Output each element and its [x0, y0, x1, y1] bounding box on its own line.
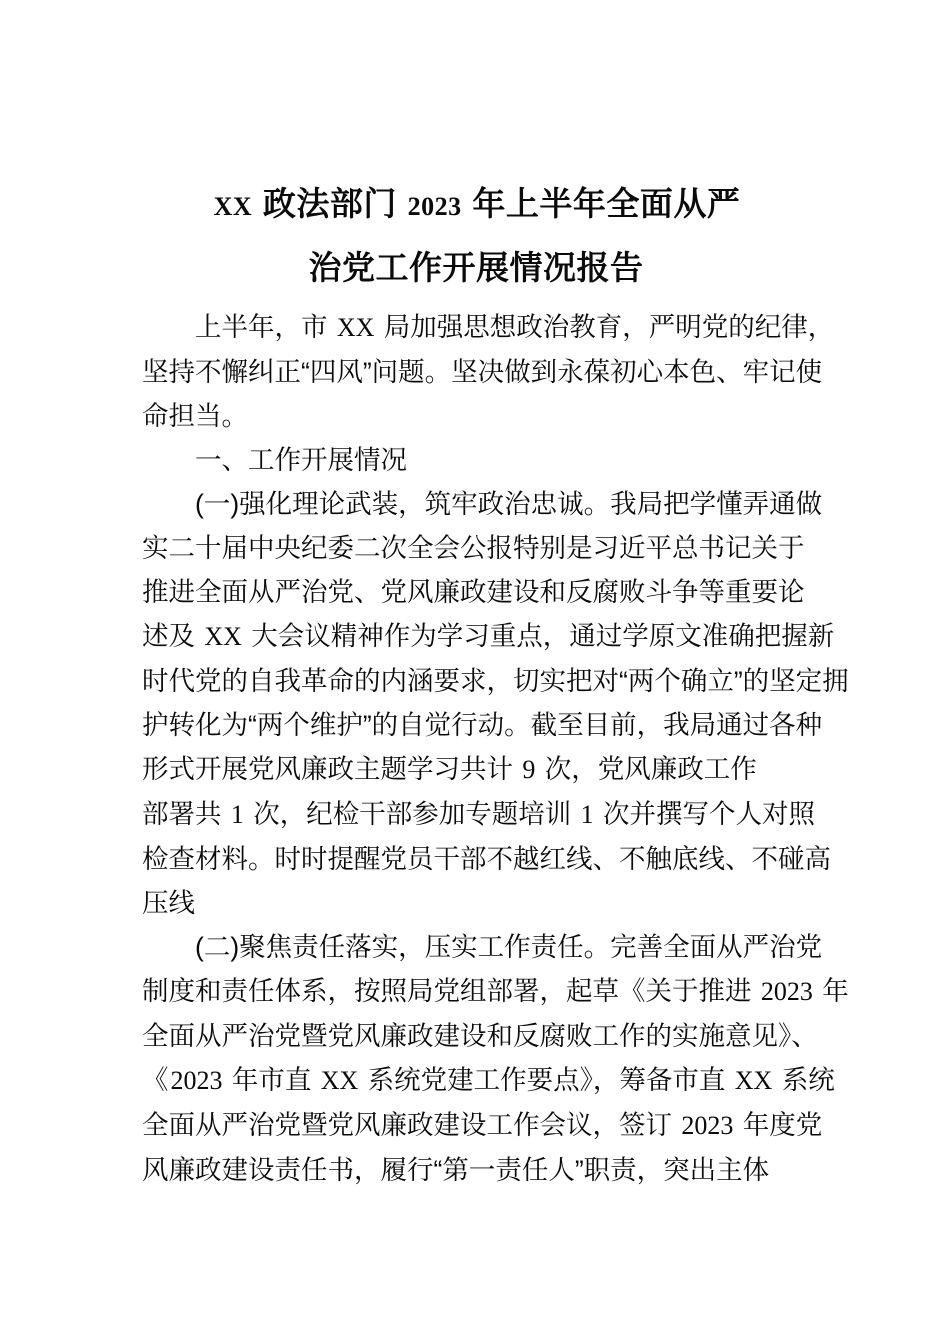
subsection-heading-one: (一)强化理论武装，筑牢政治忠诚。我局把学懂弄通做: [142, 489, 823, 519]
page-title-line-1: XX 政法部门 2023 年上半年全面从严: [213, 187, 741, 224]
document-body: [142, 305, 849, 1192]
section-heading-one: 一、工作开展情况: [142, 445, 407, 475]
body-line: 推进全面从严治党、党风廉政建设和反腐败斗争等重要论: [142, 577, 805, 607]
body-line: 全面从严治党暨党风廉政建设工作会议，签订 2023 年度党: [142, 1110, 823, 1140]
subsection-heading-two: (二)聚焦责任落实，压实工作责任。完善全面从严治党: [142, 932, 823, 962]
page-title-line-2: 治党工作开展情况报告: [308, 251, 644, 288]
page-title: [142, 174, 810, 300]
body-line: 上半年，市 XX 局加强思想政治教育，严明党的纪律，: [142, 312, 835, 342]
latin-run: 2023: [681, 1111, 734, 1140]
body-line: 坚持不懈纠正“四风”问题。坚决做到永葆初心本色、牢记使: [142, 357, 823, 387]
body-line: 制度和责任体系，按照局党组部署，起草《关于推进 2023 年: [142, 976, 849, 1006]
latin-run: XX: [336, 313, 375, 342]
latin-run: XX: [204, 622, 242, 651]
body-line: 压线: [142, 888, 195, 918]
body-line: 检查材料。时时提醒党员干部不越红线、不触底线、不碰高: [142, 844, 831, 874]
latin-run: 9: [522, 755, 536, 784]
body-line: 风廉政建设责任书，履行“第一责任人”职责，突出主体: [142, 1155, 770, 1185]
body-line: 护转化为“两个维护”的自觉行动。截至目前，我局通过各种: [142, 710, 823, 740]
latin-run: 2023: [170, 1066, 223, 1095]
latin-run: 2023: [407, 192, 462, 222]
latin-run: XX: [213, 192, 253, 222]
body-line: 命担当。: [142, 401, 248, 431]
latin-run: XX: [320, 1066, 359, 1095]
latin-run: XX: [734, 1066, 773, 1095]
latin-run: 1: [580, 800, 594, 829]
body-line: 部署共 1 次，纪检干部参加专题培训 1 次并撰写个人对照: [142, 799, 815, 829]
latin-run: 2023: [760, 977, 813, 1006]
body-line: 《2023 年市直 XX 系统党建工作要点》，筹备市直 XX 系统: [142, 1065, 835, 1095]
body-line: 形式开展党风廉政主题学习共计 9 次，党风廉政工作: [142, 754, 757, 784]
body-line: 全面从严治党暨党风廉政建设和反腐败工作的实施意见》、: [142, 1021, 818, 1051]
body-line: 实二十届中央纪委二次全会公报特别是习近平总书记关于: [142, 533, 805, 563]
latin-run: 1: [230, 800, 244, 829]
body-line: 时代党的自我革命的内涵要求，切实把对“两个确立”的坚定拥: [142, 666, 849, 696]
body-line: 述及 XX 大会议精神作为学习重点，通过学原文准确把握新: [142, 621, 835, 651]
